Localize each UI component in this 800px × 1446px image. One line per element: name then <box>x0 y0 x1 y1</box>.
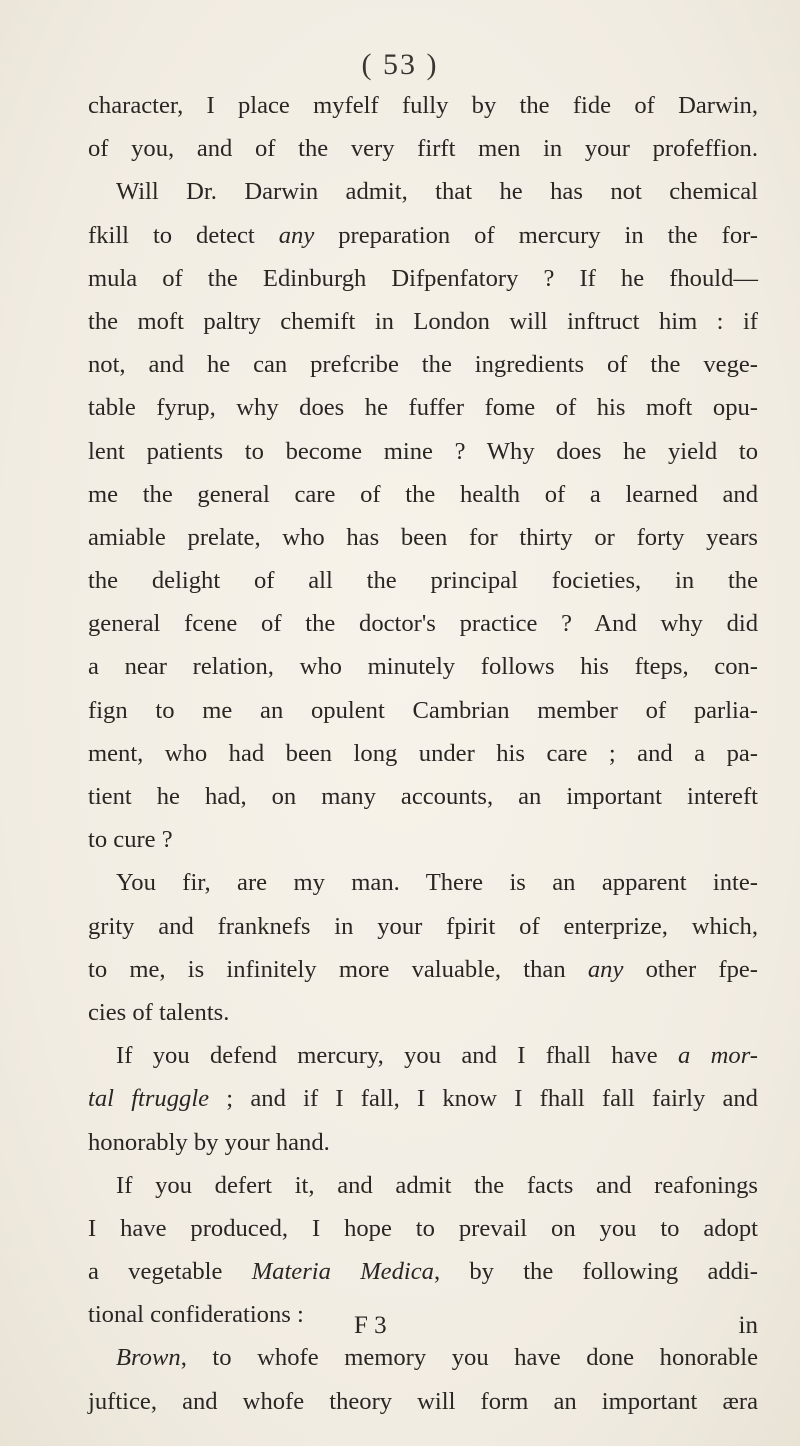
text-line: fign to me an opulent Cambrian member of parlia- <box>88 696 758 724</box>
text-line: the delight of all the principal focieties, in the <box>88 567 758 595</box>
text-line: cies of talents. <box>88 998 230 1026</box>
text-line: me the general care of the health of a learned and <box>88 480 758 508</box>
text-line: lent patients to become mine ? Why does he yield to <box>88 437 758 465</box>
text-line: amiable prelate, who has been for thirty or forty years <box>88 523 758 551</box>
text-line: Will Dr. Darwin admit, that he has not chemical <box>116 178 758 206</box>
text-line: a vegetable Materia Medica, by the following addi- <box>88 1258 758 1286</box>
text-line: to cure ? <box>88 826 173 854</box>
text-line: grity and franknefs in your fpirit of enterprize, which, <box>88 912 758 940</box>
text-line: fkill to detect any preparation of mercury in the for- <box>88 221 758 249</box>
body-text <box>88 84 758 1423</box>
text-line: to me, is infinitely more valuable, than any other fpe- <box>88 955 758 983</box>
text-line: You fir, are my man. There is an apparent inte- <box>116 869 758 897</box>
catchword: in <box>738 1312 758 1339</box>
text-line: If you defend mercury, you and I fhall have a mor- <box>116 1042 758 1070</box>
text-line: of you, and of the very firft men in your profeffion. <box>88 135 758 163</box>
text-line: general fcene of the doctor's practice ? And why did <box>88 610 758 638</box>
text-line: tal ftruggle ; and if I fall, I know I fhall fall fairly and <box>88 1085 758 1113</box>
text-line: tient he had, on many accounts, an important intereft <box>88 783 758 810</box>
text-line: honorably by your hand. <box>88 1128 330 1156</box>
text-line: juftice, and whofe theory will form an important æra <box>88 1387 758 1415</box>
text-line: If you defert it, and admit the facts and reafonings <box>116 1171 758 1199</box>
text-line: Brown, to whofe memory you have done honorable <box>116 1344 758 1372</box>
page-number: ( 53 ) <box>361 48 439 81</box>
text-line: character, I place myfelf fully by the fide of Darwin, <box>88 92 758 119</box>
page-footer <box>88 1312 758 1340</box>
text-line: a near relation, who minutely follows his fteps, con- <box>88 653 758 681</box>
text-line: table fyrup, why does he fuffer fome of his moft opu- <box>88 394 758 422</box>
text-line: I have produced, I hope to prevail on you to adopt <box>88 1214 758 1242</box>
text-line: ment, who had been long under his care ; and a pa- <box>88 739 758 767</box>
text-line: the moft paltry chemift in London will inftruct him : if <box>88 307 758 335</box>
signature-mark: F 3 <box>354 1312 387 1339</box>
text-line: tional confiderations : <box>88 1301 304 1329</box>
text-line: not, and he can prefcribe the ingredients of the vege- <box>88 351 758 379</box>
text-line: mula of the Edinburgh Difpenfatory ? If he fhould— <box>88 264 758 292</box>
